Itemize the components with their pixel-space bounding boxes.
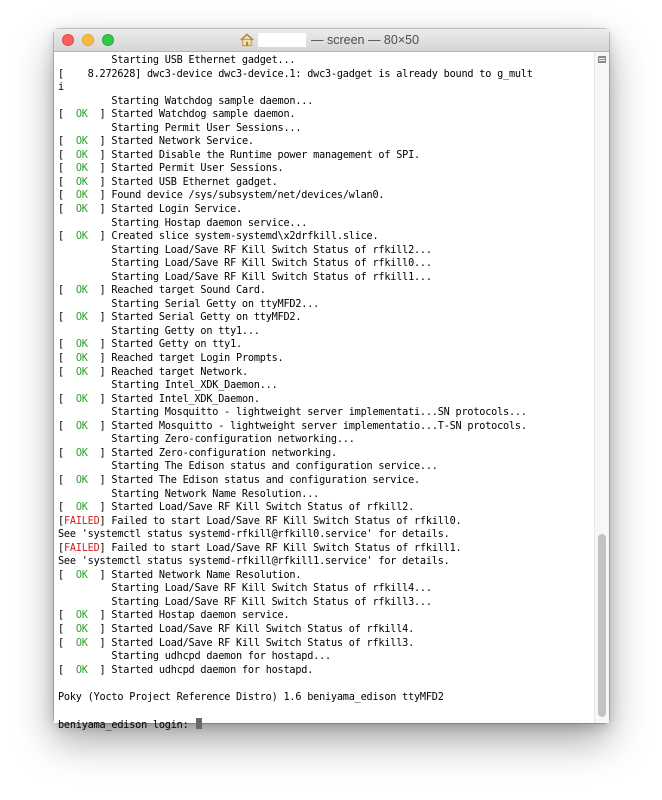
window-title-area: [240, 32, 419, 48]
terminal-line-text: Starting Getty on tty1...: [58, 325, 260, 337]
status-ok-badge: OK: [75, 366, 88, 378]
terminal-line: [58, 325, 533, 339]
terminal-line: [58, 691, 533, 705]
terminal-line: [58, 623, 533, 637]
status-ok-badge: OK: [75, 163, 88, 175]
terminal-line-text: ] Started udhcpd daemon for hostapd.: [87, 664, 314, 676]
status-ok-badge: OK: [75, 312, 88, 324]
terminal-line-text: ] Started Hostap daemon service.: [87, 610, 290, 622]
status-ok-badge: OK: [75, 109, 88, 121]
terminal-line-text: ] Started Load/Save RF Kill Switch Status of rfkill3.: [87, 637, 415, 649]
terminal-line-text: Starting Watchdog sample daemon...: [58, 95, 314, 107]
terminal-line-text: ] Reached target Login Prompts.: [87, 353, 284, 365]
terminal-line: [58, 393, 533, 407]
status-ok-badge: OK: [75, 190, 88, 202]
terminal-line-text: ] Started Network Service.: [87, 136, 254, 148]
status-open-bracket: [: [58, 502, 76, 514]
terminal-line: [58, 352, 533, 366]
status-ok-badge: OK: [75, 502, 88, 514]
terminal-line: [58, 284, 533, 298]
terminal-line: [58, 311, 533, 325]
terminal-line: [58, 162, 533, 176]
terminal-line-text: ] Started Load/Save RF Kill Switch Status of rfkill2.: [87, 502, 415, 514]
terminal-line-text: Starting Permit User Sessions...: [58, 122, 302, 134]
terminal-line-text: Starting Serial Getty on ttyMFD2...: [58, 298, 320, 310]
status-open-bracket: [: [58, 447, 76, 459]
terminal-line: [58, 366, 533, 380]
minimize-button[interactable]: [82, 34, 94, 46]
terminal-line-text: Starting Load/Save RF Kill Switch Status of rfkill0...: [58, 258, 432, 270]
window-title: — screen — 80×50: [311, 33, 420, 47]
terminal-line: [58, 149, 533, 163]
terminal-line: [58, 542, 533, 556]
status-ok-badge: OK: [75, 623, 88, 635]
status-open-bracket: [: [58, 420, 76, 432]
terminal-line: [58, 406, 533, 420]
status-open-bracket: [: [58, 353, 76, 365]
redacted-title-segment: [258, 33, 306, 47]
status-ok-badge: OK: [75, 569, 88, 581]
status-open-bracket: [: [58, 542, 64, 554]
status-ok-badge: OK: [75, 136, 88, 148]
status-ok-badge: OK: [75, 393, 88, 405]
terminal-line: [58, 515, 533, 529]
terminal-line: [58, 108, 533, 122]
text-cursor: [196, 718, 202, 729]
status-open-bracket: [: [58, 312, 76, 324]
status-open-bracket: [: [58, 339, 76, 351]
terminal-line: [58, 122, 533, 136]
terminal-line-text: ] Found device /sys/subsystem/net/devices/wlan0.: [87, 190, 385, 202]
status-open-bracket: [: [58, 163, 76, 175]
status-ok-badge: OK: [75, 420, 88, 432]
terminal-line: [58, 650, 533, 664]
terminal-line: [58, 379, 533, 393]
terminal-line: [58, 176, 533, 190]
terminal-line-text: ] Reached target Sound Card.: [87, 285, 266, 297]
terminal-line: [58, 569, 533, 583]
terminal-line: [58, 298, 533, 312]
terminal-line: [58, 433, 533, 447]
status-ok-badge: OK: [75, 285, 88, 297]
terminal-line-text: ] Started USB Ethernet gadget.: [87, 176, 278, 188]
terminal-line: [58, 203, 533, 217]
terminal-line-text: Starting Load/Save RF Kill Switch Status of rfkill2...: [58, 244, 432, 256]
terminal-line-text: ] Started Permit User Sessions.: [87, 163, 284, 175]
terminal-line-text: ] Started Mosquitto - lightweight server implementatio...T-SN protocols.: [87, 420, 527, 432]
terminal-line-text: ] Started Getty on tty1.: [87, 339, 242, 351]
status-open-bracket: [: [58, 393, 76, 405]
terminal-line: [58, 135, 533, 149]
terminal-line-text: Starting Load/Save RF Kill Switch Status of rfkill4...: [58, 583, 432, 595]
terminal-line: [58, 244, 533, 258]
terminal-line-text: ] Started The Edison status and configuration service.: [87, 474, 420, 486]
login-prompt: beniyama_edison login:: [58, 719, 195, 731]
terminal-line: [58, 447, 533, 461]
status-ok-badge: OK: [75, 231, 88, 243]
status-open-bracket: [: [58, 231, 76, 243]
terminal-line: [58, 582, 533, 596]
terminal-line: [58, 189, 533, 203]
login-prompt-line[interactable]: [58, 718, 533, 732]
terminal-line-text: Starting Hostap daemon service...: [58, 217, 308, 229]
terminal-line: [58, 230, 533, 244]
status-open-bracket: [: [58, 637, 76, 649]
terminal-line-text: ] Started Serial Getty on ttyMFD2.: [87, 312, 302, 324]
status-ok-badge: OK: [75, 149, 88, 161]
status-ok-badge: OK: [75, 447, 88, 459]
terminal-line-text: ] Reached target Network.: [87, 366, 248, 378]
zoom-button[interactable]: [102, 34, 114, 46]
status-ok-badge: OK: [75, 339, 88, 351]
terminal-line: [58, 677, 533, 691]
status-open-bracket: [: [58, 190, 76, 202]
terminal-line-text: ] Started Watchdog sample daemon.: [87, 109, 296, 121]
terminal-line-text: [ 8.272628] dwc3-device dwc3-device.1: dwc3-gadget is already bound to g_mult: [58, 68, 533, 80]
terminal-output[interactable]: [54, 52, 594, 731]
terminal-line: [58, 338, 533, 352]
terminal-line: [58, 81, 533, 95]
scroll-thumb[interactable]: [598, 534, 606, 717]
terminal-line-text: ] Started Load/Save RF Kill Switch Status of rfkill4.: [87, 623, 415, 635]
terminal-line: [58, 501, 533, 515]
status-ok-badge: OK: [75, 204, 88, 216]
terminal-line-text: Starting udhcpd daemon for hostapd...: [58, 651, 331, 663]
terminal-line: [58, 54, 533, 68]
status-ok-badge: OK: [75, 637, 88, 649]
terminal-line: [58, 664, 533, 678]
terminal-line-text: ] Failed to start Load/Save RF Kill Switch Status of rfkill0.: [99, 515, 462, 527]
status-ok-badge: OK: [75, 664, 88, 676]
terminal-line-text: See 'systemctl status systemd-rfkill@rfkill0.service' for details.: [58, 529, 450, 541]
terminal-line: [58, 637, 533, 651]
terminal-line-text: ] Started Login Service.: [87, 204, 242, 216]
status-open-bracket: [: [58, 610, 76, 622]
status-ok-badge: OK: [75, 176, 88, 188]
terminal-line: [58, 555, 533, 569]
terminal-line-text: ] Started Network Name Resolution.: [87, 569, 302, 581]
status-open-bracket: [: [58, 664, 76, 676]
terminal-lines: [58, 54, 533, 731]
terminal-line-text: Starting Zero-configuration networking...: [58, 434, 355, 446]
terminal-line-text: Poky (Yocto Project Reference Distro) 1.6 beniyama_edison ttyMFD2: [58, 691, 444, 703]
status-open-bracket: [: [58, 569, 76, 581]
status-open-bracket: [: [58, 285, 76, 297]
title-bar[interactable]: [54, 29, 609, 52]
terminal-line-text: Starting Network Name Resolution...: [58, 488, 320, 500]
status-open-bracket: [: [58, 149, 76, 161]
status-ok-badge: OK: [75, 610, 88, 622]
terminal-line: [58, 271, 533, 285]
terminal-line-text: Starting USB Ethernet gadget...: [58, 55, 296, 66]
status-open-bracket: [: [58, 176, 76, 188]
terminal-line: [58, 68, 533, 82]
terminal-line-text: Starting Load/Save RF Kill Switch Status of rfkill1...: [58, 271, 432, 283]
status-ok-badge: OK: [75, 353, 88, 365]
terminal-line-text: ] Created slice system-systemd\x2drfkill.slice.: [87, 231, 379, 243]
terminal-line: [58, 257, 533, 271]
status-failed-badge: FAILED: [63, 515, 100, 527]
terminal-line-text: ] Started Zero-configuration networking.: [87, 447, 337, 459]
terminal-line-text: See 'systemctl status systemd-rfkill@rfkill1.service' for details.: [58, 556, 450, 568]
terminal-line: [58, 420, 533, 434]
status-open-bracket: [: [58, 623, 76, 635]
terminal-window: [54, 29, 609, 731]
status-open-bracket: [: [58, 204, 76, 216]
close-button[interactable]: [62, 34, 74, 46]
terminal-line-text: Starting Intel_XDK_Daemon...: [58, 380, 278, 392]
terminal-line-text: Starting The Edison status and configuration service...: [58, 461, 438, 473]
home-icon: [240, 33, 254, 47]
vertical-scrollbar[interactable]: [594, 52, 609, 723]
status-open-bracket: [: [58, 515, 64, 527]
status-failed-badge: FAILED: [63, 542, 100, 554]
terminal-line: [58, 217, 533, 231]
terminal-line: [58, 528, 533, 542]
terminal-line-text: ] Started Intel_XDK_Daemon.: [87, 393, 260, 405]
terminal-line-text: Starting Mosquitto - lightweight server implementati...SN protocols...: [58, 407, 527, 419]
scrollbar-menu-icon[interactable]: [598, 56, 606, 63]
terminal-line-text: ] Started Disable the Runtime power management of SPI.: [87, 149, 420, 161]
status-open-bracket: [: [58, 136, 76, 148]
terminal-line-text: i: [58, 82, 64, 94]
terminal-line: [58, 704, 533, 718]
terminal-line-text: ] Failed to start Load/Save RF Kill Switch Status of rfkill1.: [99, 542, 462, 554]
terminal-line: [58, 460, 533, 474]
terminal-line: [58, 609, 533, 623]
terminal-line: [58, 488, 533, 502]
terminal-line: [58, 596, 533, 610]
terminal-line-text: Starting Load/Save RF Kill Switch Status of rfkill3...: [58, 596, 432, 608]
status-ok-badge: OK: [75, 474, 88, 486]
status-open-bracket: [: [58, 366, 76, 378]
terminal-line: [58, 95, 533, 109]
status-open-bracket: [: [58, 109, 76, 121]
terminal-line: [58, 474, 533, 488]
status-open-bracket: [: [58, 474, 76, 486]
